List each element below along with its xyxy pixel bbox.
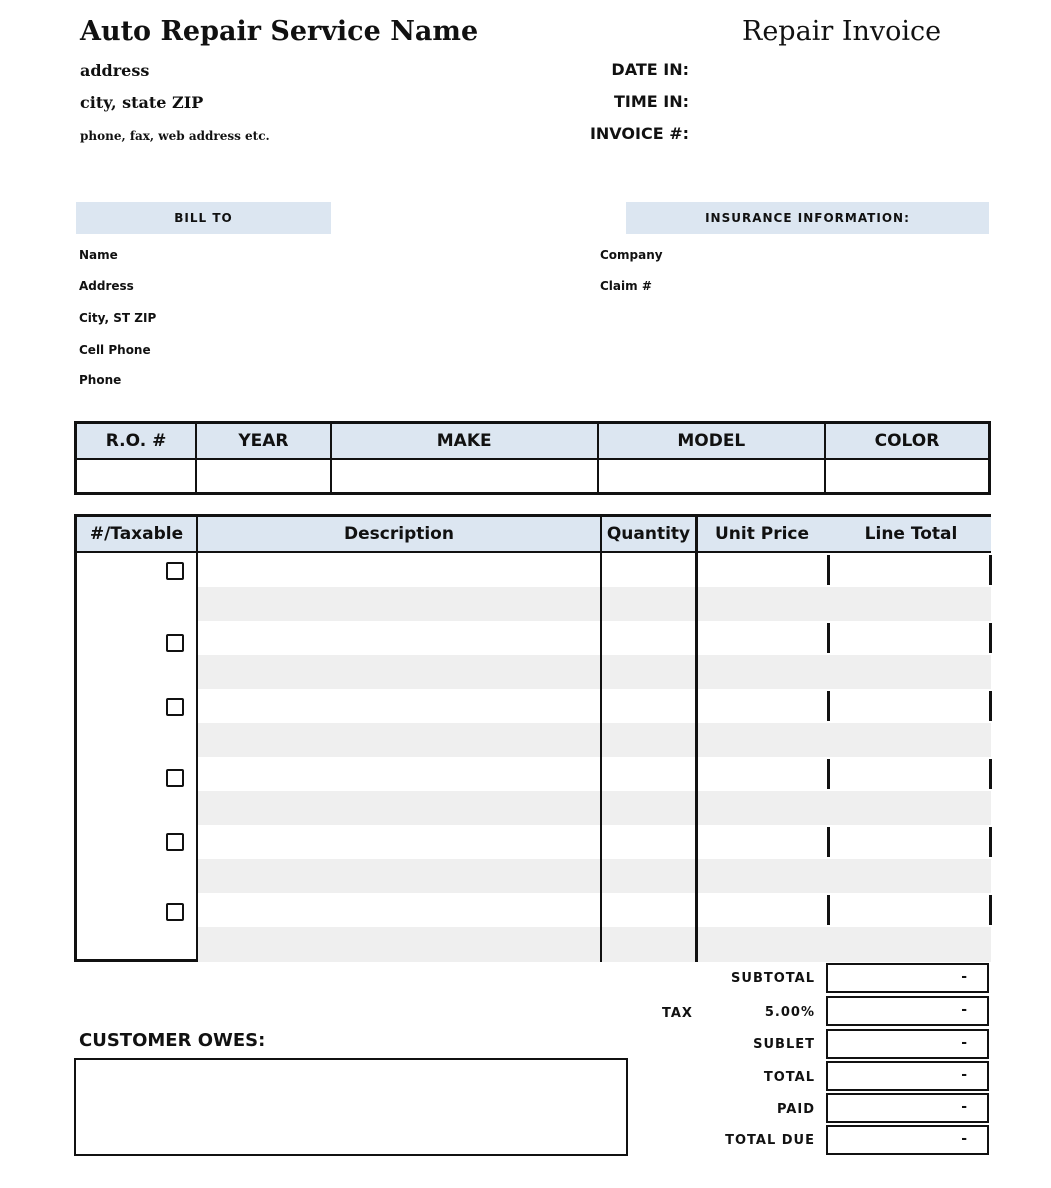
total-due-label: TOTAL DUE <box>725 1133 815 1148</box>
taxable-checkbox[interactable] <box>166 562 184 580</box>
color-header: COLOR <box>825 423 990 460</box>
bill-to-phone-label: Phone <box>79 373 122 387</box>
column-tick <box>827 827 830 857</box>
total-value: - <box>961 1067 967 1083</box>
table-row-stripe <box>196 723 991 757</box>
subtotal-value: - <box>961 969 967 985</box>
total-label: TOTAL <box>763 1070 815 1085</box>
taxable-checkbox[interactable] <box>166 634 184 652</box>
business-contact-line: phone, fax, web address etc. <box>80 129 270 143</box>
column-tick <box>989 827 992 857</box>
sublet-label: SUBLET <box>753 1037 815 1052</box>
sublet-field[interactable] <box>826 1029 989 1059</box>
business-city-line: city, state ZIP <box>80 93 204 112</box>
total-due-value: - <box>961 1131 967 1147</box>
quantity-header: Quantity <box>606 524 691 544</box>
year-header: YEAR <box>196 423 331 460</box>
tax-rate-label: 5.00% <box>764 1005 815 1020</box>
bill-to-cell-phone-label: Cell Phone <box>79 343 151 357</box>
paid-value: - <box>961 1099 967 1115</box>
subtotal-field[interactable] <box>826 963 989 993</box>
ro-number-cell[interactable] <box>76 459 197 494</box>
taxable-checkbox[interactable] <box>166 698 184 716</box>
customer-owes-label: CUSTOMER OWES: <box>79 1030 266 1051</box>
unit-price-header: Unit Price <box>714 524 810 544</box>
table-row-stripe <box>196 587 991 621</box>
column-tick <box>827 691 830 721</box>
table-row-stripe <box>196 859 991 893</box>
customer-owes-box[interactable] <box>74 1058 628 1156</box>
column-tick <box>989 691 992 721</box>
paid-field[interactable] <box>826 1093 989 1123</box>
column-tick <box>827 759 830 789</box>
insurance-header: INSURANCE INFORMATION: <box>626 202 989 234</box>
column-tick <box>827 623 830 653</box>
total-field[interactable] <box>826 1061 989 1091</box>
column-tick <box>989 623 992 653</box>
taxable-checkbox[interactable] <box>166 833 184 851</box>
column-tick <box>827 555 830 585</box>
column-tick <box>989 555 992 585</box>
year-cell[interactable] <box>196 459 331 494</box>
subtotal-label: SUBTOTAL <box>731 971 815 986</box>
time-in-label: TIME IN: <box>613 92 689 111</box>
document-title: Repair Invoice <box>742 16 942 47</box>
date-in-label: DATE IN: <box>611 60 689 79</box>
business-name: Auto Repair Service Name <box>80 16 479 47</box>
paid-label: PAID <box>776 1102 815 1117</box>
model-header: MODEL <box>598 423 825 460</box>
model-cell[interactable] <box>598 459 825 494</box>
column-tick <box>827 895 830 925</box>
taxable-checkbox[interactable] <box>166 903 184 921</box>
column-tick <box>989 759 992 789</box>
bill-to-city-label: City, ST ZIP <box>79 311 157 325</box>
table-row-stripe <box>196 927 991 962</box>
line-total-header: Line Total <box>864 524 958 544</box>
line-items-header <box>77 517 991 553</box>
taxable-checkbox[interactable] <box>166 769 184 787</box>
bill-to-address-label: Address <box>79 279 134 293</box>
invoice-number-label: INVOICE #: <box>589 124 689 143</box>
column-divider <box>600 517 602 962</box>
description-header: Description <box>344 524 454 544</box>
column-tick <box>989 895 992 925</box>
color-cell[interactable] <box>825 459 990 494</box>
ro-number-header: R.O. # <box>76 423 197 460</box>
tax-value: - <box>961 1002 967 1018</box>
table-row-stripe <box>196 655 991 689</box>
bill-to-header: BILL TO <box>76 202 331 234</box>
line-items-table <box>74 514 991 962</box>
business-address: address <box>80 61 150 80</box>
bill-to-name-label: Name <box>79 248 118 262</box>
table-row-stripe <box>196 791 991 825</box>
total-due-field[interactable] <box>826 1125 989 1155</box>
insurance-company-label: Company <box>600 248 663 262</box>
vehicle-table <box>74 421 991 495</box>
taxable-header: #/Taxable <box>89 524 184 544</box>
column-divider <box>196 517 198 962</box>
tax-field[interactable] <box>826 996 989 1026</box>
insurance-claim-label: Claim # <box>600 279 652 293</box>
make-header: MAKE <box>331 423 598 460</box>
tax-label: TAX <box>662 1006 693 1021</box>
column-divider <box>697 517 698 962</box>
make-cell[interactable] <box>331 459 598 494</box>
sublet-value: - <box>961 1035 967 1051</box>
